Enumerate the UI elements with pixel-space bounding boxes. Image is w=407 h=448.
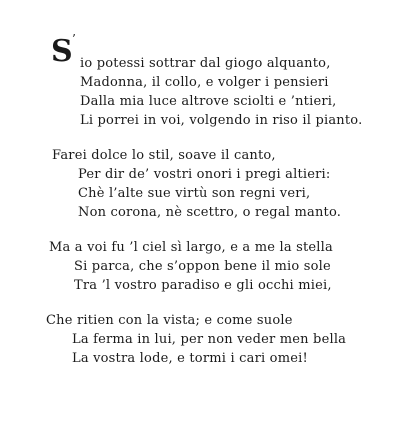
stanza-2-line-4: Non corona, nè scettro, o regal manto.	[78, 205, 342, 220]
drop-cap-letter: S	[51, 34, 73, 69]
stanza-4-line-3: La vostra lode, e tormi i cari omei!	[72, 351, 308, 366]
stanza-2-line-2: Per dir de’ vostri onori i pregi altieri:	[78, 167, 331, 182]
stanza-1-line-3: Dalla mia luce altrove sciolti e ’ntieri,	[80, 94, 337, 109]
stanza-2-line-3: Chè l’alte sue virtù son regni veri,	[78, 186, 311, 201]
stanza-1-line-2: Madonna, il collo, e volger i pensieri	[80, 75, 329, 90]
stanza-3-line-3: Tra ’l vostro paradiso e gli occhi miei,	[74, 278, 332, 293]
stanza-4-line-1: Che ritien con la vista; e come suole	[46, 313, 293, 328]
stanza-4-line-2: La ferma in lui, per non veder men bella	[72, 332, 347, 347]
stanza-1-line-1: io potessi sottrar dal giogo alquanto,	[80, 56, 331, 71]
stanza-3-line-1: Ma a voi fu ’l ciel sì largo, e a me la stella	[49, 240, 333, 255]
stanza-1-line-4: Li porrei in voi, volgendo in riso il pianto.	[80, 113, 363, 128]
stanza-2-line-1: Farei dolce lo stil, soave il canto,	[52, 148, 276, 163]
drop-cap-apostrophe: ’	[72, 32, 76, 46]
stanza-3-line-2: Si parca, che s’oppon bene il mio sole	[74, 259, 331, 274]
